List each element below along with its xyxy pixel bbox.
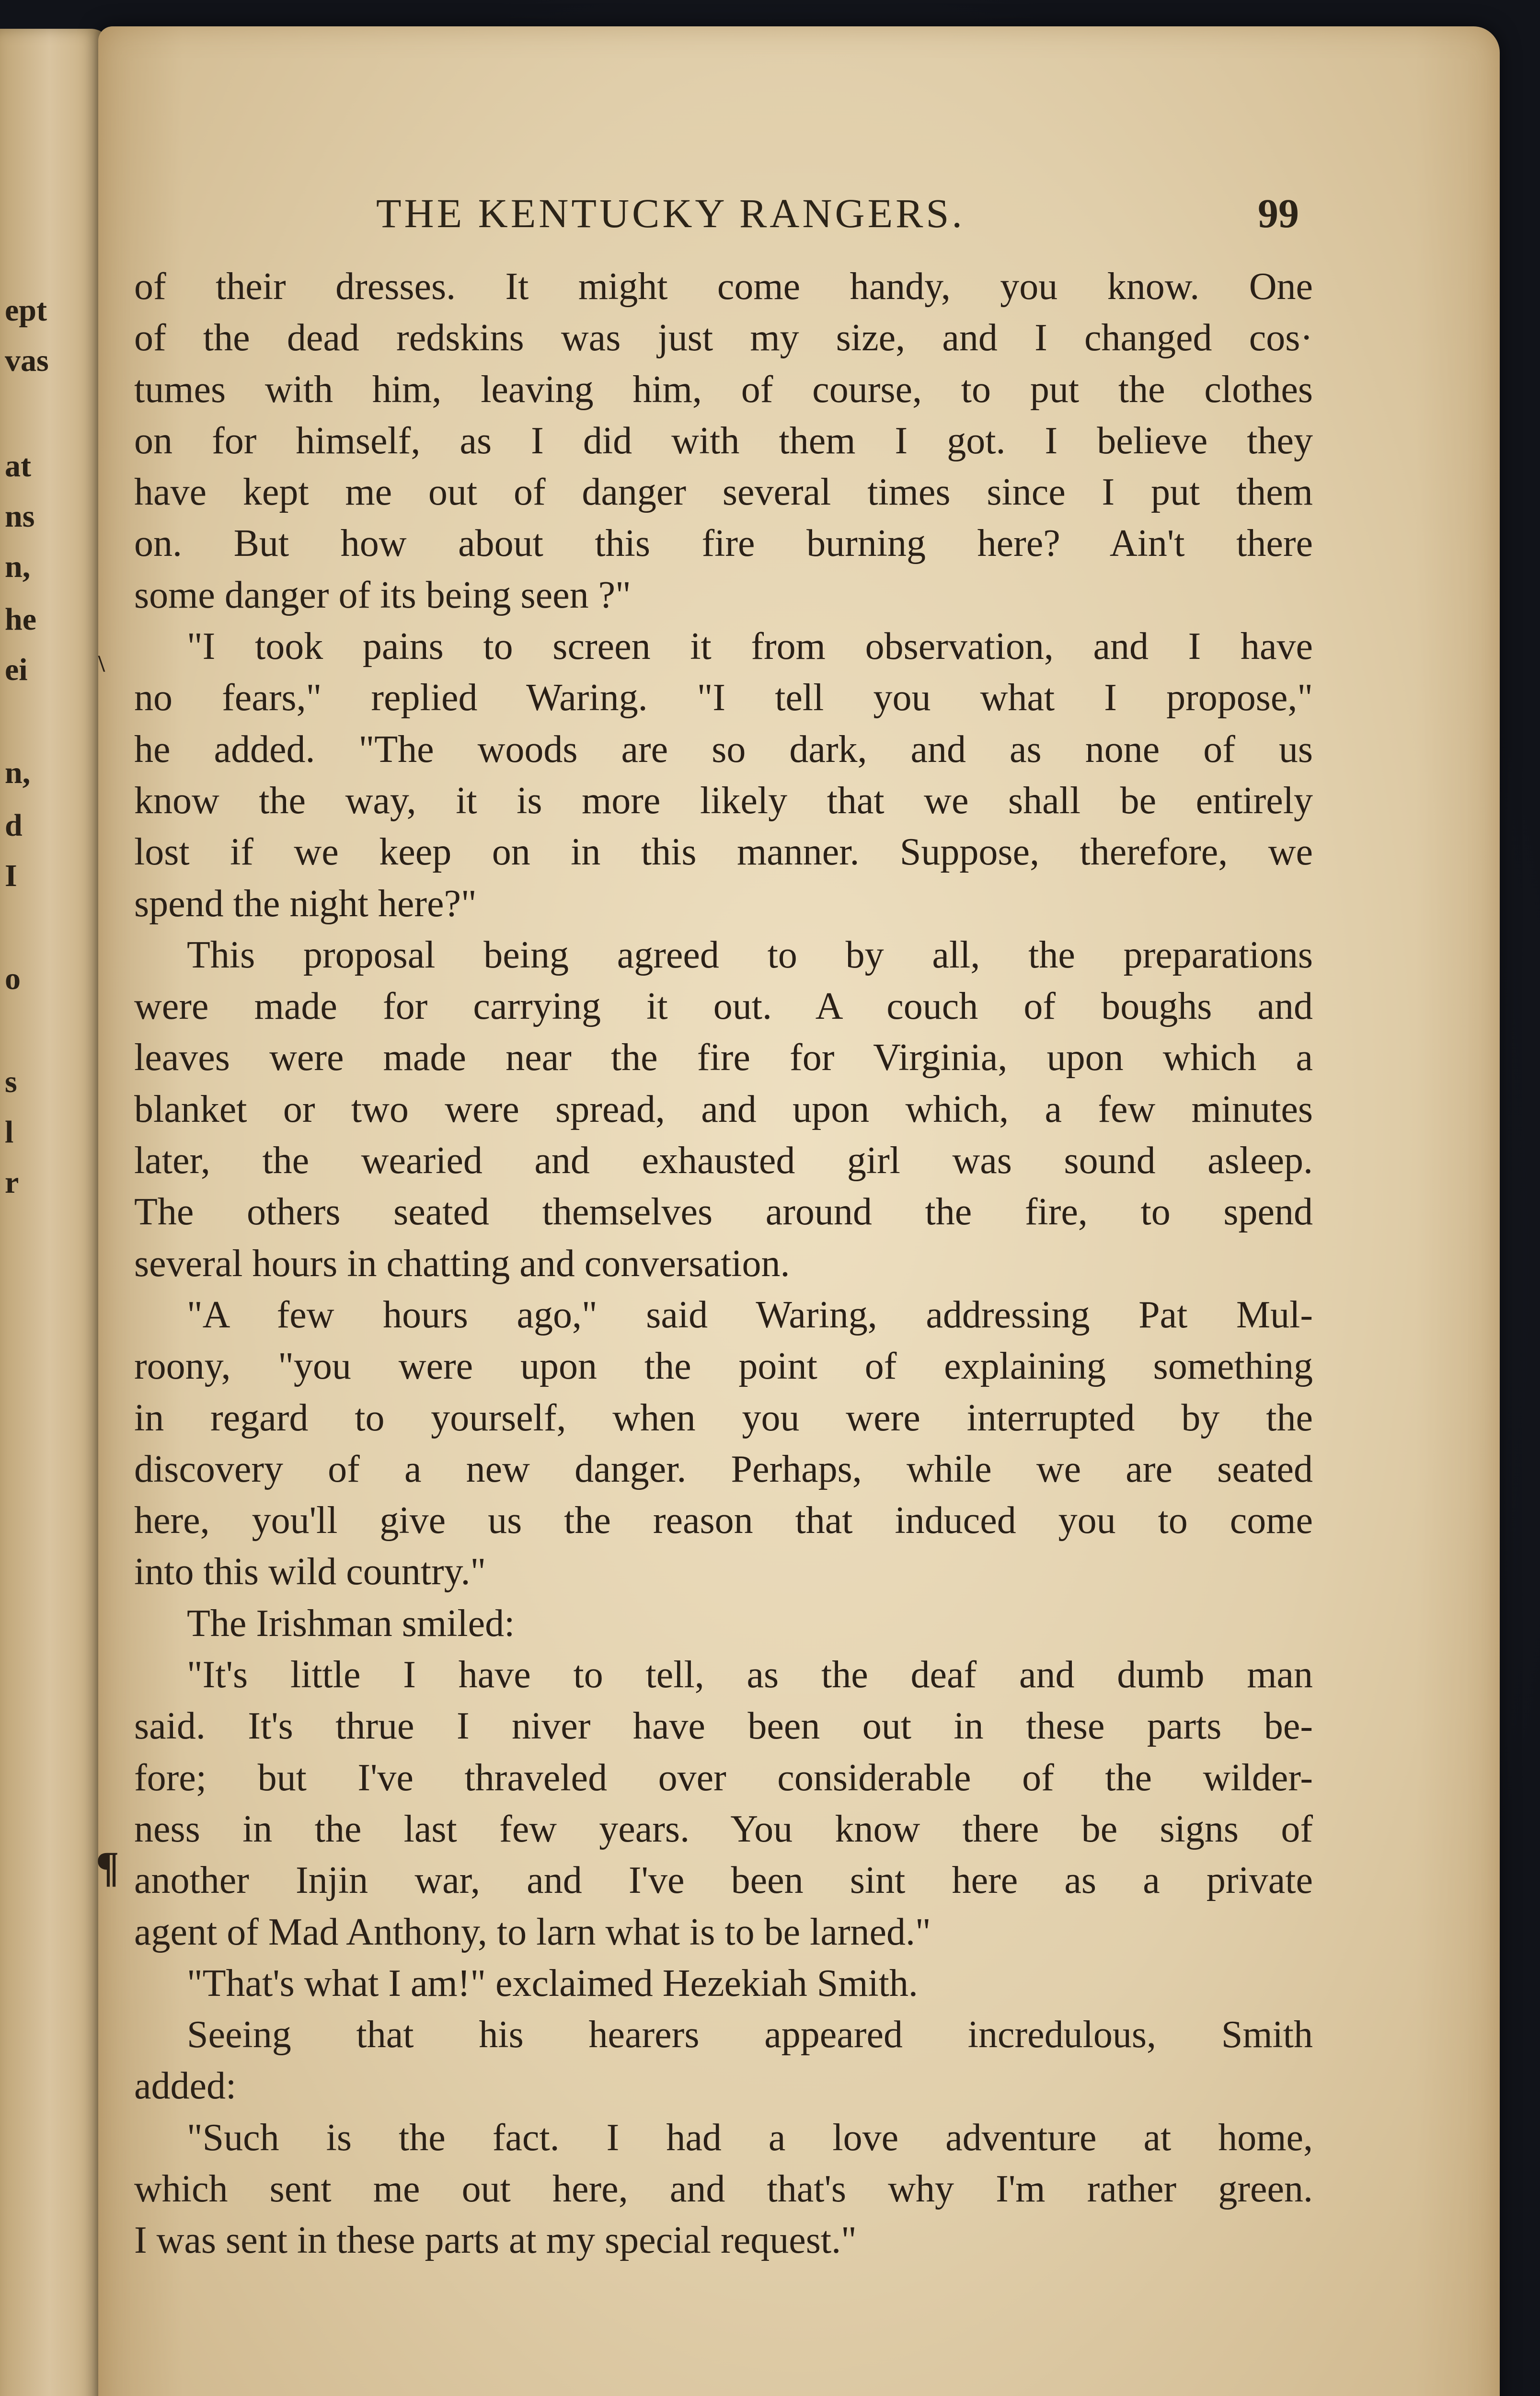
text-line: were made for carrying it out. A couch of boughs and (134, 985, 1313, 1028)
text-line: some danger of its being seen ?" (134, 574, 631, 616)
text-line: lost if we keep on in this manner. Suppose, therefore, we (134, 831, 1313, 874)
text-line: of their dresses. It might come handy, you know. One (134, 265, 1313, 308)
text-line: The others seated themselves around the fire, to spend (134, 1191, 1313, 1233)
text-line: "A few hours ago," said Waring, addressing Pat Mul- (187, 1293, 1313, 1336)
text-line: have kept me out of danger several times since I put them (134, 471, 1313, 514)
prev-page-fragment: ei (5, 652, 28, 687)
text-line: tumes with him, leaving him, of course, to put the clothes (134, 368, 1313, 411)
prev-page-fragment: n, (5, 755, 31, 790)
text-line: roony, "you were upon the point of explaining something (134, 1345, 1313, 1388)
prev-page-fragment: l (5, 1115, 14, 1150)
text-line: The Irishman smiled: (187, 1602, 515, 1645)
text-line: "That's what I am!" exclaimed Hezekiah Smith. (187, 1962, 918, 2004)
text-line: ness in the last few years. You know there be signs of (134, 1808, 1313, 1850)
text-line: "Such is the fact. I had a love adventure at home, (187, 2116, 1313, 2159)
text-line: said. It's thrue I niver have been out in these parts be- (134, 1705, 1313, 1748)
prev-page-fragment: ept (5, 293, 47, 328)
text-line: another Injin war, and I've been sint here as a private (134, 1859, 1313, 1902)
text-line: "I took pains to screen it from observation, and I have (187, 625, 1313, 668)
text-line: later, the wearied and exhausted girl was sound asleep. (134, 1140, 1313, 1182)
text-line: This proposal being agreed to by all, the preparations (187, 933, 1313, 976)
prev-page-fragment: o (5, 961, 21, 996)
prev-page-fragment: ns (5, 499, 35, 534)
text-line: know the way, it is more likely that we shall be entirely (134, 779, 1313, 822)
text-line: discovery of a new danger. Perhaps, while we are seated (134, 1448, 1313, 1490)
text-line: on. But how about this fire burning here? Ain't there (134, 522, 1313, 565)
margin-mark: \ (98, 650, 105, 677)
body-text (134, 261, 1313, 2267)
text-line: in regard to yourself, when you were interrupted by the (134, 1396, 1313, 1439)
page-number: 99 (1258, 190, 1299, 236)
text-line: several hours in chatting and conversation. (134, 1242, 790, 1285)
prev-page-fragment: r (5, 1165, 19, 1200)
text-line: into this wild country." (134, 1551, 486, 1593)
margin-mark: ¶ (96, 1843, 119, 1891)
running-head: THE KENTUCKY RANGERS. (376, 190, 965, 236)
prev-page-fragment: d (5, 808, 23, 843)
text-line: agent of Mad Anthony, to larn what is to be larned." (134, 1911, 931, 1953)
text-line: added: (134, 2065, 237, 2108)
text-line: no fears," replied Waring. "I tell you what I propose," (134, 677, 1313, 719)
book-page (98, 26, 1500, 2396)
text-line: I was sent in these parts at my special request." (134, 2219, 857, 2262)
prev-page-fragment: vas (5, 343, 49, 378)
text-line: blanket or two were spread, and upon which, a few minutes (134, 1088, 1313, 1130)
prev-page-fragment: I (5, 858, 17, 893)
text-line: Seeing that his hearers appeared incredulous, Smith (187, 2014, 1313, 2056)
text-line: he added. "The woods are so dark, and as none of us (134, 728, 1313, 771)
text-line: here, you'll give us the reason that induced you to come (134, 1499, 1313, 1542)
text-line: fore; but I've thraveled over considerable of the wilder- (134, 1756, 1313, 1799)
prev-page-fragment: s (5, 1064, 17, 1099)
text-line: on for himself, as I did with them I got. I believe they (134, 419, 1313, 462)
text-line: leaves were made near the fire for Virginia, upon which a (134, 1037, 1313, 1079)
text-line: of the dead redskins was just my size, and I changed cos· (134, 317, 1313, 359)
text-line: which sent me out here, and that's why I'm rather green. (134, 2167, 1313, 2210)
prev-page-fragment: n, (5, 549, 31, 584)
prev-page-fragment: at (5, 449, 31, 484)
text-line: spend the night here?" (134, 882, 477, 925)
previous-page-edge (0, 29, 110, 2396)
text-line: "It's little I have to tell, as the deaf and dumb man (187, 1654, 1313, 1696)
prev-page-fragment: he (5, 602, 36, 637)
